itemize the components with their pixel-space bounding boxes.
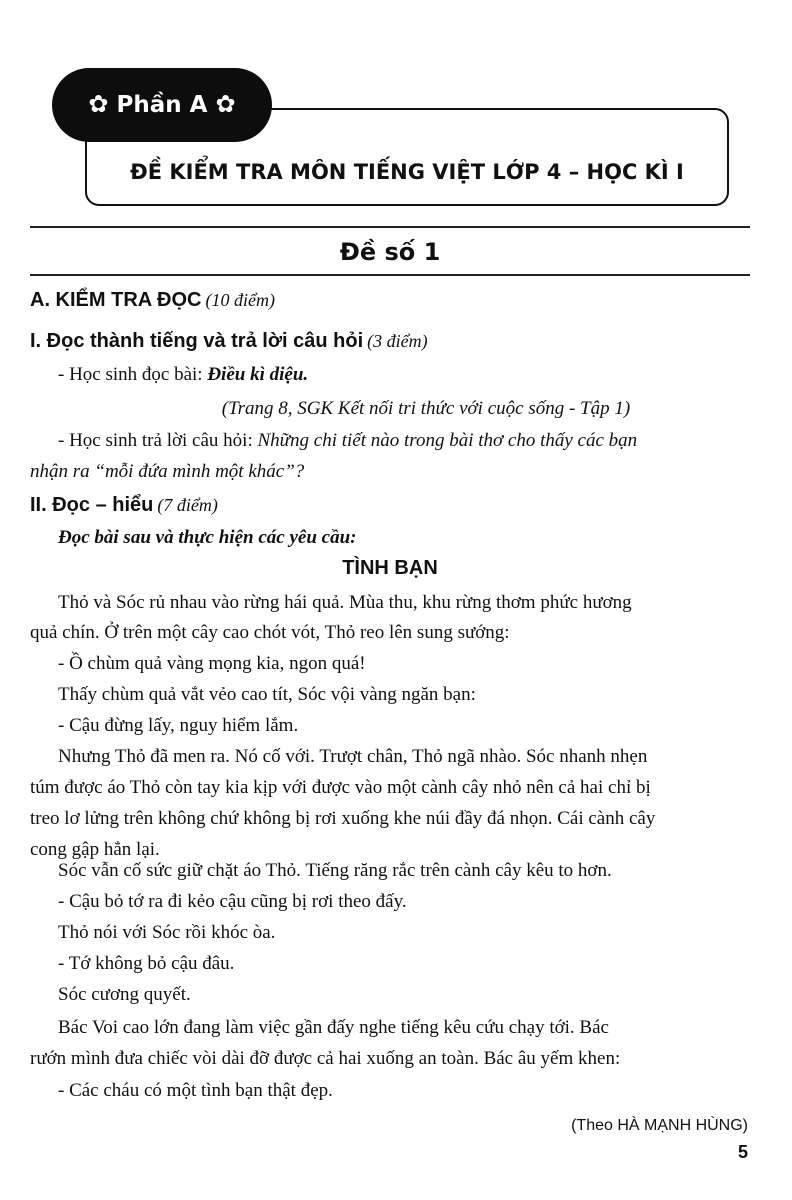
page-number: 5 — [737, 1142, 748, 1162]
part-badge — [52, 68, 272, 142]
story-line: Thỏ và Sóc rủ nhau vào rừng hái quả. Mùa thu, khu rừng thơm phức hương — [58, 592, 632, 613]
answer-line — [58, 430, 637, 452]
story-line: - Các cháu có một tình bạn thật đẹp. — [58, 1080, 333, 1101]
story-line: quả chín. Ở trên một cây cao chót vót, Thỏ reo lên sung sướng: — [30, 622, 510, 643]
answer-prefix: - Học sinh trả lời câu hỏi: — [58, 430, 258, 451]
instruction: Đọc bài sau và thực hiện các yêu cầu: — [58, 527, 357, 548]
story-line: Sóc vẫn cố sức giữ chặt áo Thỏ. Tiếng răng rắc trên cành cây kêu to hơn. — [58, 860, 612, 881]
story-line: - Cậu bỏ tớ ra đi kẻo cậu cũng bị rơi theo đấy. — [58, 891, 407, 912]
part-2-heading — [30, 494, 218, 517]
story-line: rướn mình đưa chiếc vòi dài đỡ được cả hai xuống an toàn. Bác âu yếm khen: — [30, 1048, 621, 1069]
story-title: TÌNH BẠN — [342, 557, 438, 579]
question-line-1: Những chi tiết nào trong bài thơ cho thấy các bạn — [257, 430, 638, 451]
story-line: Thấy chùm quả vắt vẻo cao tít, Sóc vội vàng ngăn bạn: — [58, 684, 476, 705]
story-credit: (Theo HÀ MẠNH HÙNG) — [571, 1117, 748, 1134]
exam-title: Đề số 1 — [339, 238, 441, 266]
part-1-points: (3 điểm) — [367, 331, 428, 351]
part-2-title: II. Đọc – hiểu — [30, 494, 154, 516]
divider-bottom — [30, 274, 750, 276]
story-line: túm được áo Thỏ còn tay kia kịp với được vào một cành cây nhỏ nên cả hai chỉ bị — [30, 777, 651, 798]
story-line: Bác Voi cao lớn đang làm việc gần đấy nghe tiếng kêu cứu chạy tới. Bác — [58, 1017, 609, 1038]
story-line: Sóc cương quyết. — [58, 984, 191, 1005]
read-prefix: - Học sinh đọc bài: — [58, 364, 208, 385]
divider-top — [30, 226, 750, 228]
story-line: cong gập hẳn lại. — [30, 839, 160, 860]
question-line-2: nhận ra “mỗi đứa mình một khác”? — [30, 461, 305, 482]
story-line: Nhưng Thỏ đã men ra. Nó cố với. Trượt chân, Thỏ ngã nhào. Sóc nhanh nhẹn — [58, 746, 648, 767]
story-line: treo lơ lửng trên không chứ không bị rơi xuống khe núi đầy đá nhọn. Cái cành cây — [30, 808, 656, 829]
read-source: (Trang 8, SGK Kết nối tri thức với cuộc sống - Tập 1) — [221, 398, 631, 419]
section-a-heading — [30, 289, 275, 312]
section-a-title: A. KIỂM TRA ĐỌC — [30, 289, 202, 311]
read-title: Điều kì diệu. — [207, 364, 309, 385]
header-title: ĐỀ KIỂM TRA MÔN TIẾNG VIỆT LỚP 4 – HỌC KÌ I — [130, 160, 684, 184]
part-1-heading — [30, 330, 428, 353]
story-line: - Tớ không bỏ cậu đâu. — [58, 953, 235, 974]
part-1-title: I. Đọc thành tiếng và trả lời câu hỏi — [30, 330, 364, 352]
flower-icon: ✿ — [215, 92, 236, 118]
part-label: Phần A — [116, 92, 208, 118]
flower-icon: ✿ — [88, 92, 109, 118]
story-line: - Cậu đừng lấy, nguy hiểm lắm. — [58, 715, 299, 736]
part-2-points: (7 điểm) — [157, 495, 218, 515]
read-line — [58, 364, 308, 386]
story-line: Thỏ nói với Sóc rồi khóc òa. — [58, 922, 276, 943]
section-a-points: (10 điểm) — [205, 290, 275, 310]
story-line: - Ồ chùm quả vàng mọng kia, ngon quá! — [58, 653, 366, 674]
